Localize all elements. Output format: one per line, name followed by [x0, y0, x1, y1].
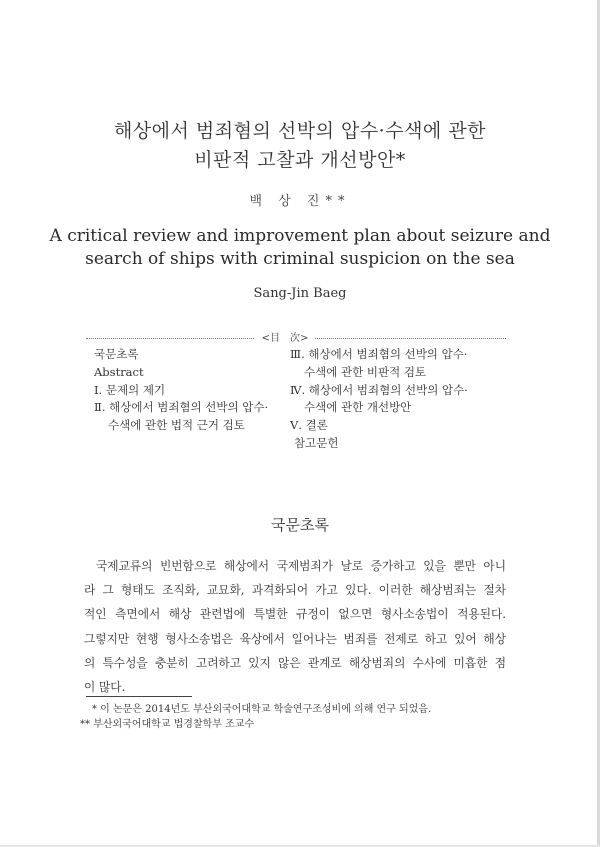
abstract-body	[84, 554, 506, 699]
footnote: * 이 논문은 2014년도 부산외국어대학교 학술연구조성비에 의해 연구 되었음.	[92, 704, 432, 715]
abstract-heading: 국문초록	[271, 516, 329, 534]
toc-item: Ⅲ. 해상에서 범죄혐의 선박의 압수·	[290, 347, 468, 361]
english-title-line-1: A critical review and improvement plan about seizure and	[49, 226, 551, 246]
toc-heading: <目 次>	[255, 329, 315, 344]
abstract-line: 국제교류의 빈번함으로 해상에서 국제범죄가 날로 증가하고 있을 뿐만 아니	[96, 559, 506, 573]
footnotes	[80, 702, 520, 732]
toc-item: Ⅰ. 문제의 제기	[94, 382, 166, 397]
toc-item: 국문초록	[94, 347, 139, 361]
footnote: ** 부산외국어대학교 법경찰학부 조교수	[80, 719, 255, 730]
english-title-line-2: search of ships with criminal suspicion on the sea	[85, 249, 515, 269]
abstract-line: 적인 측면에서 해상 관련법에 특별한 규정이 없으면 형사소송법이 적용된다.	[84, 607, 506, 622]
toc-left-column	[86, 346, 286, 435]
toc-item: Ⅱ. 해상에서 범죄혐의 선박의 압수·	[94, 400, 269, 415]
korean-author: 백 상 진**	[249, 194, 351, 209]
toc-right-column	[290, 346, 500, 453]
toc-item: Abstract	[94, 364, 144, 379]
abstract-line: 의 특수성을 충분히 고려하고 있지 않은 관계로 해상범죄의 수사에 미흡한 점	[84, 655, 506, 670]
abstract-line: 라 그 형태도 조직화, 교묘화, 과격화되어 가고 있다. 이러한 해상범죄는 절차	[84, 583, 506, 598]
toc-item: Ⅳ. 해상에서 범죄혐의 선박의 압수·	[290, 382, 468, 397]
toc-item-continuation: 수색에 관한 개선방안	[304, 400, 412, 415]
footnote-rule	[86, 696, 192, 697]
korean-title-line-1: 해상에서 범죄혐의 선박의 압수·수색에 관한	[113, 120, 487, 142]
abstract-line: 그렇지만 현행 형사소송법은 육상에서 일어나는 범죄를 전제로 하고 있어 해상	[84, 631, 506, 646]
korean-title-line-2: 비판적 고찰과 개선방안*	[194, 149, 406, 171]
toc-item-continuation: 수색에 관한 법적 근거 검토	[108, 418, 245, 433]
toc-item: Ⅴ. 결론	[290, 418, 328, 433]
toc-item: 참고문헌	[294, 435, 339, 450]
abstract-line: 이 많다.	[84, 680, 126, 695]
toc-item-continuation: 수색에 관한 비판적 검토	[304, 364, 427, 379]
english-author: Sang-Jin Baeg	[253, 286, 347, 301]
